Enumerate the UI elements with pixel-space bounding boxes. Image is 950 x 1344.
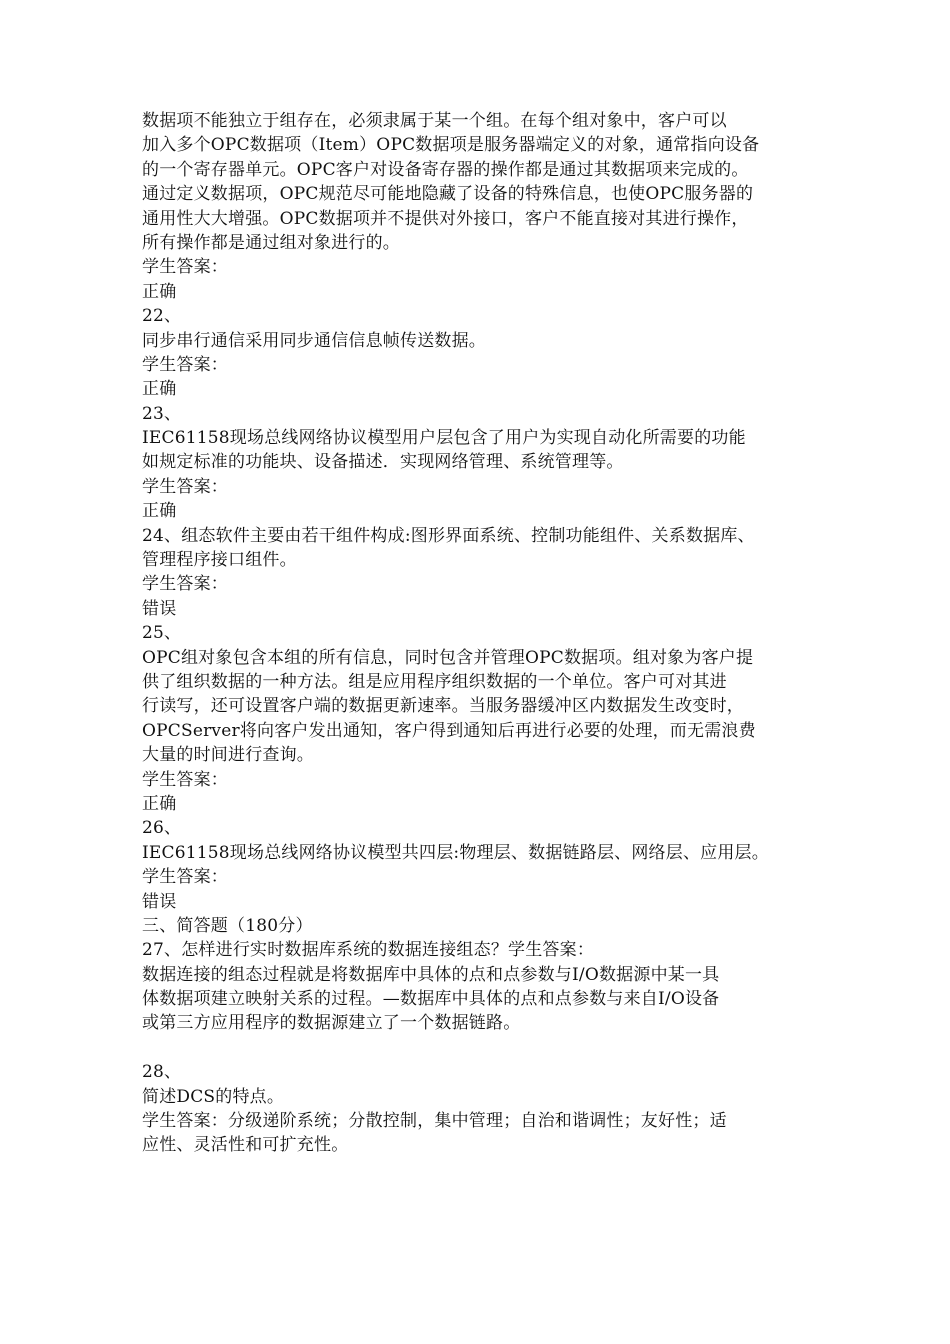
- text-line: 加入多个OPC数据项（Item）OPC数据项是服务器端定义的对象，通常指向设备: [142, 135, 760, 156]
- question-text: 简述DCS的特点。: [142, 1086, 285, 1107]
- answer-label: 学生答案：: [142, 476, 228, 497]
- answer-value: 正确: [142, 501, 177, 522]
- question-text: 供了组织数据的一种方法。组是应用程序组织数据的一个单位。客户可对其进: [142, 671, 727, 692]
- question-text: OPC组对象包含本组的所有信息，同时包含并管理OPC数据项。组对象为客户提: [142, 647, 754, 668]
- text-line: 所有操作都是通过组对象进行的。: [142, 232, 400, 253]
- question-text: 如规定标准的功能块、设备描述．实现网络管理、系统管理等。: [142, 452, 624, 473]
- question-number: 22、: [142, 306, 182, 327]
- answer-text: 或第三方应用程序的数据源建立了一个数据链路。: [142, 1013, 521, 1034]
- question-28: [142, 1060, 832, 1158]
- question-text: 管理程序接口组件。: [142, 550, 297, 571]
- answer-value: 错误: [142, 598, 177, 619]
- question-text: 行读写，还可设置客户端的数据更新速率。当服务器缓冲区内数据发生改变时，: [142, 696, 744, 717]
- answer-text: 数据连接的组态过程就是将数据库中具体的点和点参数与I/O数据源中某一具: [142, 964, 720, 985]
- document-page: [142, 109, 832, 1158]
- answer-value: 正确: [142, 281, 177, 302]
- question-text: 大量的时间进行查询。: [142, 745, 314, 766]
- text-line: 通过定义数据项，OPC规范尽可能地隐藏了设备的特殊信息，也使OPC服务器的: [142, 184, 754, 205]
- question-number: 25、: [142, 623, 182, 644]
- question-27: [142, 938, 832, 1036]
- answer-text: 学生答案：分级递阶系统；分散控制，集中管理；自治和谐调性；友好性；适: [142, 1111, 727, 1132]
- answer-text: 体数据项建立映射关系的过程。—数据库中具体的点和点参数与来自I/O设备: [142, 989, 720, 1010]
- answer-text: 应性、灵活性和可扩充性。: [142, 1135, 349, 1156]
- question-number: 26、: [142, 818, 182, 839]
- question-23: [142, 402, 832, 524]
- question-text: 27、怎样进行实时数据库系统的数据连接组态？学生答案：: [142, 940, 595, 961]
- answer-value: 正确: [142, 379, 177, 400]
- answer-label: 学生答案：: [142, 867, 228, 888]
- intro-paragraph: [142, 109, 832, 255]
- text-line: 数据项不能独立于组存在，必须隶属于某一个组。在每个组对象中，客户可以: [142, 111, 727, 131]
- question-25: [142, 621, 832, 816]
- answer-label: 学生答案：: [142, 574, 228, 595]
- question-22: [142, 304, 832, 402]
- blank-line: [142, 1036, 832, 1060]
- question-text: 24、组态软件主要由若干组件构成:图形界面系统、控制功能组件、关系数据库、: [142, 525, 755, 546]
- question-text: IEC61158现场总线网络协议模型用户层包含了用户为实现自动化所需要的功能: [142, 428, 746, 449]
- answer-label: 学生答案：: [142, 769, 228, 790]
- answer-value: 正确: [142, 793, 177, 814]
- question-number: 23、: [142, 403, 182, 424]
- answer-label: 学生答案：: [142, 257, 228, 278]
- question-text: OPCServer将向客户发出通知，客户得到通知后再进行必要的处理，而无需浪费: [142, 720, 756, 741]
- question-text: IEC61158现场总线网络协议模型共四层:物理层、数据链路层、网络层、应用层。: [142, 842, 769, 863]
- text-line: 的一个寄存器单元。OPC客户对设备寄存器的操作都是通过其数据项来完成的。: [142, 159, 749, 180]
- answer-value: 错误: [142, 891, 177, 912]
- question-24: [142, 524, 832, 622]
- answer-label: 学生答案：: [142, 354, 228, 375]
- section-heading: 三、简答题（180分）: [142, 915, 313, 936]
- question-26: [142, 816, 832, 914]
- text-line: 通用性大大增强。OPC数据项并不提供对外接口，客户不能直接对其进行操作，: [142, 208, 749, 229]
- question-text: 同步串行通信采用同步通信信息帧传送数据。: [142, 330, 486, 351]
- question-number: 28、: [142, 1062, 182, 1083]
